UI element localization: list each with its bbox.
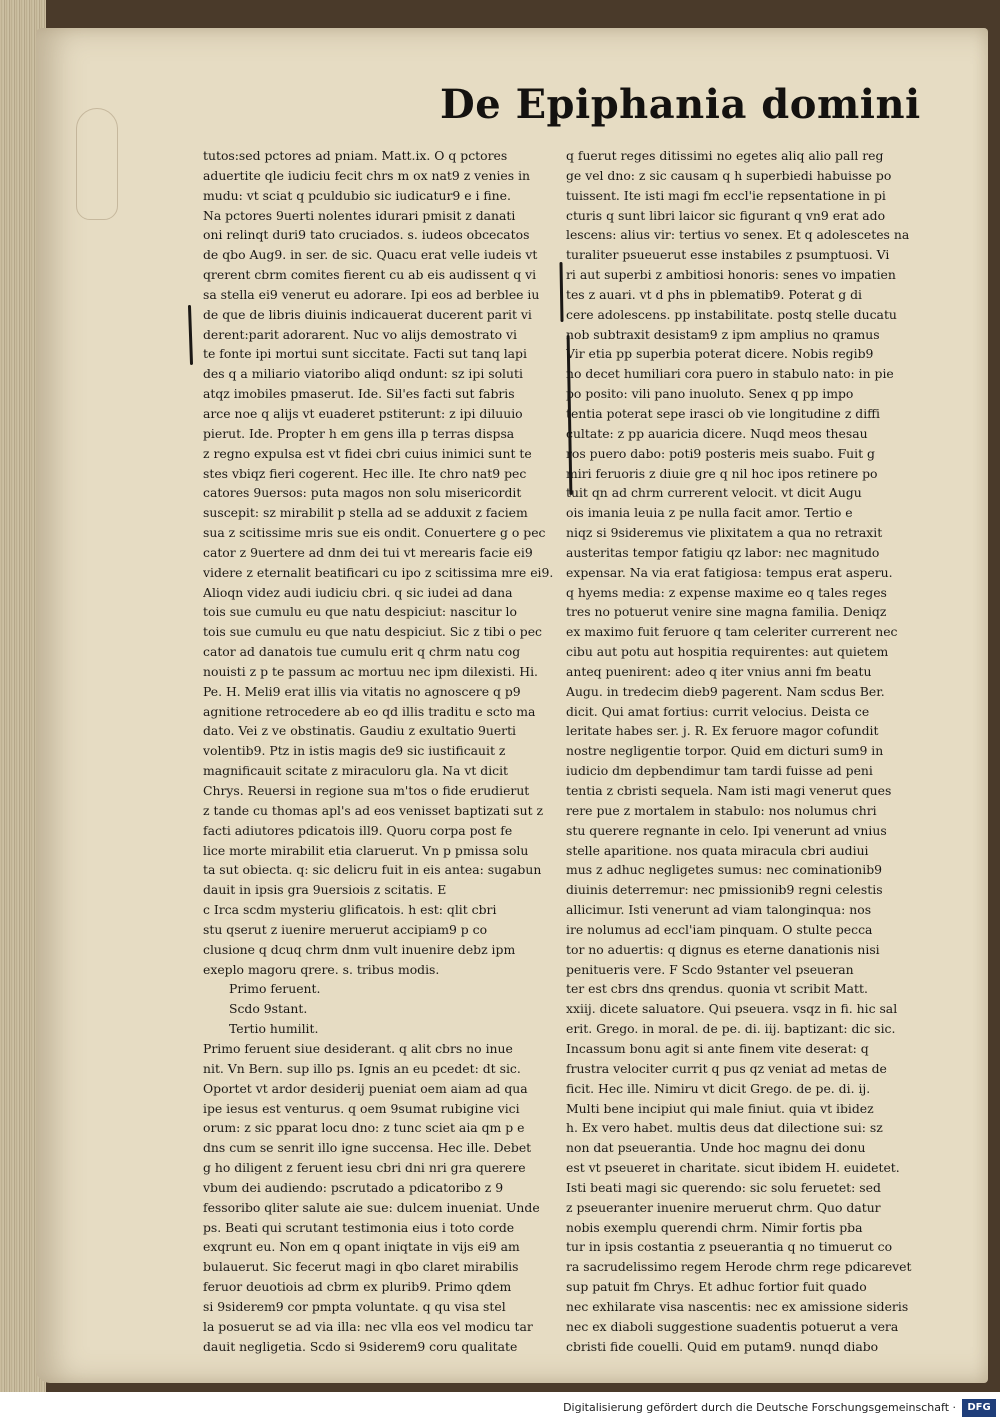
text-line: la posuerut se ad via illa: nec vlla eos vel modicu tar <box>203 1318 533 1334</box>
text-line: dauit negligetia. Scdo si 9siderem9 coru qualitate <box>203 1338 518 1354</box>
dfg-logo: DFG <box>962 1399 996 1417</box>
text-line: nit. Vn Bern. sup illo ps. Ignis an eu pcedet: dt sic. <box>203 1060 521 1076</box>
text-line: agnitione retrocedere ab eo qd illis traditu e scto ma <box>203 703 536 719</box>
text-line: dauit in ipsis gra 9uersiois z scitatis. E <box>203 882 447 898</box>
text-line: mudu: vt sciat q pculdubio sic iudicatur9 e i fine. <box>203 187 511 203</box>
text-line: erit. Grego. in moral. de pe. di. iij. baptizant: dic sic. <box>566 1021 896 1037</box>
text-line: tuissent. Ite isti magi fm eccl'ie repsentatione in pi <box>566 187 886 203</box>
text-line: aduertite qle iudiciu fecit chrs m ox nat9 z venies in <box>203 167 531 183</box>
text-line: sup patuit fm Chrys. Et adhuc fortior fuit quado <box>566 1279 867 1295</box>
text-line: suscepit: sz mirabilit p stella ad se adduxit z faciem <box>203 505 528 521</box>
text-line: fessoribo qliter salute aie sue: dulcem inueniat. Unde <box>203 1199 540 1215</box>
left-text-column <box>203 146 558 1356</box>
text-line: nec exhilarate visa nascentis: nec ex amissione sideris <box>566 1298 909 1314</box>
text-line: non dat pseuerantia. Unde hoc magnu dei donu <box>566 1140 866 1156</box>
text-line: diuinis deterremur: nec pmissionib9 regni celestis <box>566 882 883 898</box>
text-line: Vir etia pp superbia poterat dicere. Nobis regib9 <box>566 346 874 362</box>
text-line: Augu. in tredecim dieb9 pagerent. Nam scdus Ber. <box>566 683 885 699</box>
text-line: nobis exemplu querendi chrm. Nimir fortis pba <box>566 1219 863 1235</box>
text-line: q hyems media: z expense maxime eo q tales reges <box>566 584 887 600</box>
text-line: tes z auari. vt d phs in pblematib9. Poterat g di <box>566 286 863 302</box>
text-line: sua z scitissime mris sue eis ondit. Conuertere g o pec <box>203 525 546 541</box>
text-line: Scdo 9stant. <box>229 1001 308 1017</box>
text-line: Pe. H. Meli9 erat illis via vitatis no agnoscere q p9 <box>203 683 521 699</box>
text-line: z tande cu thomas apl's ad eos venisset baptizati sut z <box>203 802 544 818</box>
text-line: tur in ipsis costantia z pseuerantia q no timuerut co <box>566 1239 893 1255</box>
text-line: ta sut obiecta. q: sic delicru fuit in eis antea: sugabun <box>203 862 542 878</box>
text-line: tutos:sed pctores ad pniam. Matt.ix. O q pctores <box>203 148 508 163</box>
text-line: Isti beati magi sic querendo: sic solu feruetet: sed <box>566 1179 881 1195</box>
text-line: cibu aut potu aut hospitia requirentes: aut quietem <box>566 644 889 660</box>
text-line: cturis q sunt libri laicor sic figurant q vn9 erat ado <box>566 207 886 223</box>
text-line: nouisti z p te passum ac mortuu nec ipm dilexisti. Hi. <box>203 663 538 679</box>
text-line: dns cum se senrit illo igne succensa. Hec ille. Debet <box>203 1140 532 1156</box>
text-line: leritate habes ser. j. R. Ex feruore magor cofundit <box>566 723 879 739</box>
text-line: ri aut superbi z ambitiosi honoris: senes vo impatien <box>566 267 896 283</box>
text-line: ois imania leuia z pe nulla facit amor. Tertio e <box>566 505 853 521</box>
text-line: dicit. Qui amat fortius: currit velocius. Deista ce <box>566 703 870 719</box>
page-crease <box>76 108 118 220</box>
text-line: atqz imobiles pmaserut. Ide. Sil'es facti sut fabris <box>203 386 515 402</box>
text-line: z pseueranter inuenire meruerut chrm. Quo datur <box>566 1199 881 1215</box>
text-line: cator z 9uertere ad dnm dei tui vt merearis facie ei9 <box>203 544 533 560</box>
text-line: tres no potuerut venire sine magna familia. Deniqz <box>566 604 887 620</box>
digitization-footer <box>0 1392 1000 1425</box>
text-line: lice morte mirabilit etia claruerut. Vn p pmissa solu <box>203 842 529 858</box>
text-line: feruor deuotiois ad cbrm ex plurib9. Primo qdem <box>203 1279 512 1295</box>
text-line: stelle aparitione. nos quata miracula cbri audiui <box>566 842 869 858</box>
text-line: stes vbiqz fieri cogerent. Hec ille. Ite chro nat9 pec <box>203 465 527 481</box>
text-line: qrerent cbrm comites fierent cu ab eis audissent q vi <box>203 267 537 283</box>
text-line: austeritas tempor fatigiu qz labor: nec magnitudo <box>566 544 880 560</box>
text-line: anteq puenirent: adeo q iter vnius anni fm beatu <box>566 663 872 679</box>
text-line: stu qserut z iuenire meruerut accipiam9 p co <box>203 921 488 937</box>
text-line: clusione q dcuq chrm dnm vult inuenire debz ipm <box>203 941 516 957</box>
text-line: exeplo magoru qrere. s. tribus modis. <box>203 961 440 977</box>
text-line: iudicio dm depbendimur tam tardi fuisse ad peni <box>566 763 873 779</box>
text-line: cbristi fide couelli. Quid em putam9. nunqd diabo <box>566 1338 879 1354</box>
text-line: videre z eternalit beatificari cu ipo z scitissima mre ei9. <box>203 564 554 580</box>
text-line: Primo feruent. <box>229 981 321 997</box>
text-line: de que de libris diuinis indicauerat ducerent parit vi <box>203 306 532 322</box>
text-line: frustra velociter currit q pus qz veniat ad metas de <box>566 1060 887 1076</box>
text-line: h. Ex vero habet. multis deus dat dilectione sui: sz <box>566 1120 883 1136</box>
text-line: Incassum bonu agit si ante finem vite deserat: q <box>566 1040 869 1056</box>
text-line: Primo feruent siue desiderant. q alit cbrs no inue <box>203 1040 513 1056</box>
text-line: ros puero dabo: poti9 posteris meis suabo. Fuit g <box>566 445 875 461</box>
text-line: ficit. Hec ille. Nimiru vt dicit Grego. de pe. di. ij. <box>566 1080 871 1096</box>
running-title: De Epiphania domini <box>440 81 921 128</box>
text-line: est vt pseueret in charitate. sicut ibidem H. euidetet. <box>566 1160 900 1176</box>
text-line: cator ad danatois tue cumulu erit q chrm natu cog <box>203 644 521 660</box>
text-line: tor no aduertis: q dignus es eterne danationis nisi <box>566 941 880 957</box>
text-line: ter est cbrs dns qrendus. quonia vt scribit Matt. <box>566 981 868 997</box>
digitization-note: Digitalisierung gefördert durch die Deutsche Forschungsgemeinschaft · <box>563 1401 956 1414</box>
text-line: nostre negligentie torpor. Quid em dicturi sum9 in <box>566 743 884 759</box>
text-line: stu querere regnante in celo. Ipi venerunt ad vnius <box>566 822 887 838</box>
text-line: Tertio humilit. <box>229 1021 319 1037</box>
text-line: tois sue cumulu eu que natu despiciut. Sic z tibi o pec <box>203 624 542 640</box>
right-text-column <box>566 146 941 1356</box>
text-line: bulauerut. Sic fecerut magi in qbo claret mirabilis <box>203 1259 519 1275</box>
text-line: nob subtraxit desistam9 z ipm amplius no qramus <box>566 326 880 342</box>
text-line: lescens: alius vir: tertius vo senex. Et q adolescetes na <box>566 227 910 243</box>
text-line: c Irca scdm mysteriu glificatois. h est: qlit cbri <box>203 902 497 918</box>
text-line: no decet humiliari cora puero in stabulo nato: in pie <box>566 366 894 382</box>
text-line: nec ex diaboli suggestione suadentis potuerut a vera <box>566 1318 899 1334</box>
text-line: cultate: z pp auaricia dicere. Nuqd meos thesau <box>566 425 868 441</box>
text-line: sa stella ei9 venerut eu adorare. Ipi eos ad berblee iu <box>203 286 540 302</box>
text-line: penitueris vere. F Scdo 9stanter vel pseueran <box>566 961 854 977</box>
text-line: ge vel dno: z sic causam q h superbiedi habuisse po <box>566 167 892 183</box>
text-line: tuit qn ad chrm currerent velocit. vt dicit Augu <box>566 485 862 501</box>
text-line: Alioqn videz audi iudiciu cbri. q sic iudei ad dana <box>203 584 513 600</box>
text-line: xxiij. dicete saluatore. Qui pseuera. vsqz in fi. hic sal <box>566 1001 898 1017</box>
text-line: Na pctores 9uerti nolentes idurari pmisit z danati <box>203 207 516 223</box>
text-line: facti adiutores pdicatois ill9. Quoru corpa post fe <box>203 822 513 838</box>
text-line: ire nolumus ad eccl'iam pinquam. O stulte pecca <box>566 921 873 937</box>
text-line: ps. Beati qui scrutant testimonia eius i toto corde <box>203 1219 515 1235</box>
text-line: pierut. Ide. Propter h em gens illa p terras dispsa <box>203 425 515 441</box>
text-line: turaliter psueuerut esse instabiles z psumptuosi. Vi <box>566 247 890 263</box>
text-line: rere pue z mortalem in stabulo: nos nolumus chri <box>566 802 877 818</box>
text-line: dato. Vei z ve obstinatis. Gaudiu z exultatio 9uerti <box>203 723 517 739</box>
text-line: tentia z cbristi sequela. Nam isti magi venerut ques <box>566 783 892 798</box>
text-line: q fuerut reges ditissimi no egetes aliq alio pall reg <box>566 148 884 163</box>
text-line: Chrys. Reuersi in regione sua m'tos o fide erudierut <box>203 783 530 798</box>
text-line: tentia poterat sepe irasci ob vie longitudine z diffi <box>566 405 880 421</box>
text-line: orum: z sic pparat locu dno: z tunc sciet aia qm p e <box>203 1120 525 1136</box>
text-line: magnificauit scitate z miraculoru gla. Na vt dicit <box>203 763 509 779</box>
text-line: si 9siderem9 cor pmpta voluntate. q qu visa stel <box>203 1298 506 1314</box>
text-line: g ho diligent z feruent iesu cbri dni nri gra querere <box>203 1160 526 1176</box>
text-line: des q a miliario viatoribo aliqd ondunt: sz ipi soluti <box>203 366 523 382</box>
text-line: catores 9uersos: puta magos non solu misericordit <box>203 485 522 501</box>
text-line: cere adolescens. pp instabilitate. postq stelle ducatu <box>566 306 897 322</box>
text-line: ipe iesus est venturus. q oem 9sumat rubigine vici <box>203 1100 520 1116</box>
text-line: miri feruoris z diuie gre q nil hoc ipos retinere po <box>566 465 878 481</box>
text-line: Oportet vt ardor desiderij pueniat oem aiam ad qua <box>203 1080 528 1096</box>
text-line: volentib9. Ptz in istis magis de9 sic iustificauit z <box>203 743 506 759</box>
text-line: de qbo Aug9. in ser. de sic. Quacu erat velle iudeis vt <box>203 247 538 263</box>
text-line: ra sacrudelissimo regem Herode chrm rege pdicarevet <box>566 1259 912 1275</box>
text-line: mus z adhuc negligetes sumus: nec cominationib9 <box>566 862 883 878</box>
text-line: expensar. Na via erat fatigiosa: tempus erat asperu. <box>566 564 893 580</box>
text-line: tois sue cumulu eu que natu despiciut: nascitur lo <box>203 604 517 620</box>
text-line: vbum dei audiendo: pscrutado a pdicatoribo z 9 <box>203 1179 504 1195</box>
text-line: arce noe q alijs vt euaderet pstiterunt: z ipi diluuio <box>203 405 523 421</box>
text-line: Multi bene incipiut qui male finiut. quia vt ibidez <box>566 1100 874 1116</box>
text-line: oni relinqt duri9 tato cruciados. s. iudeos obcecatos <box>203 227 530 243</box>
text-line: te fonte ipi mortui sunt siccitate. Facti sut tanq lapi <box>203 346 527 362</box>
text-line: allicimur. Isti venerunt ad viam talonginqua: nos <box>566 902 872 918</box>
text-line: exqrunt eu. Non em q opant iniqtate in vijs ei9 am <box>203 1239 520 1255</box>
text-line: ex maximo fuit feruore q tam celeriter currerent nec <box>566 624 898 640</box>
text-line: po posito: vili pano inuoluto. Senex q pp impo <box>566 386 854 402</box>
text-line: derent:parit adorarent. Nuc vo alijs demostrato vi <box>203 326 517 342</box>
text-line: z regno expulsa est vt fidei cbri cuius inimici sunt te <box>203 445 532 461</box>
text-line: niqz si 9sideremus vie plixitatem a qua no retraxit <box>566 525 883 541</box>
